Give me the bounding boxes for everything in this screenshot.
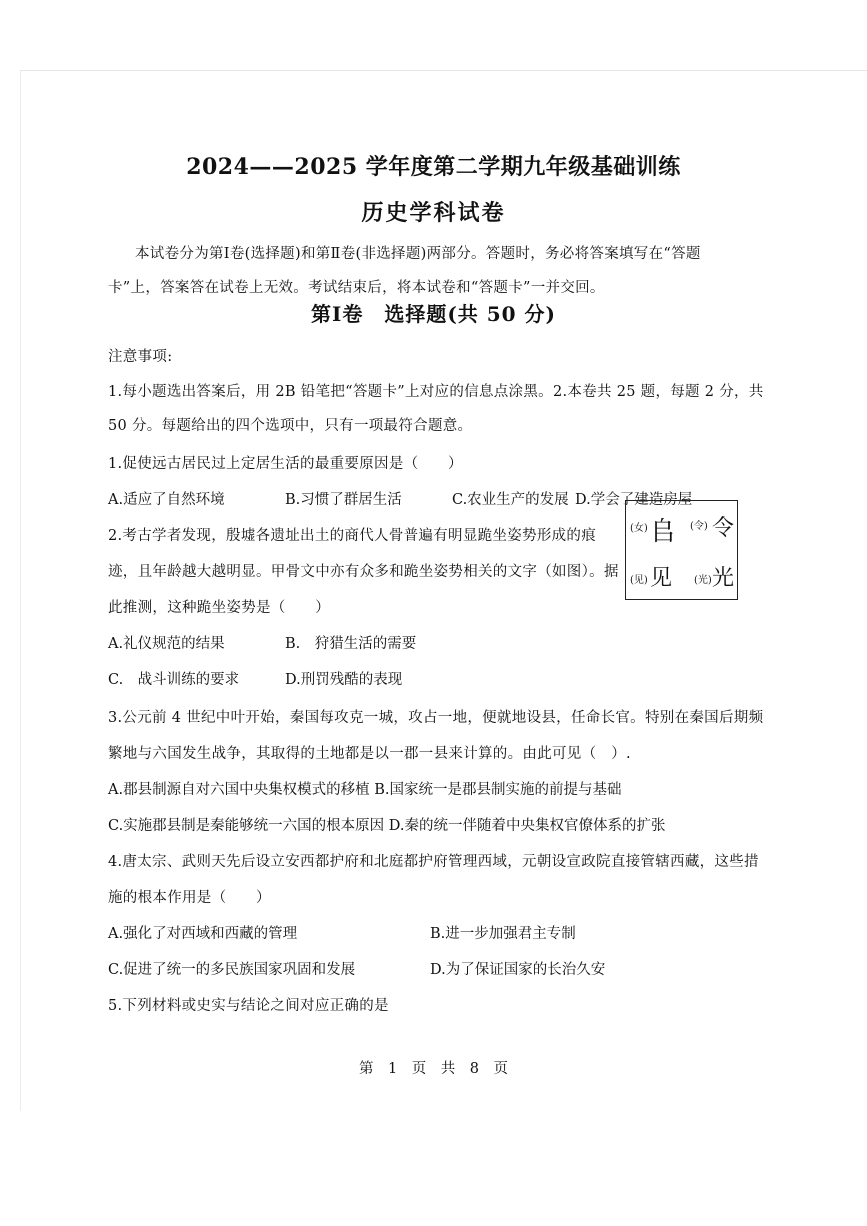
notes-heading: 注意事项:	[108, 349, 173, 365]
question-1-option-a: A.适应了自然环境	[108, 492, 225, 508]
oracle-glyph-4: 光	[712, 566, 735, 591]
question-1-option-d: D.学会了建造房屋	[575, 492, 693, 508]
question-4-option-d: D.为了保证国家的长治久安	[430, 962, 606, 978]
section-title: 第Ⅰ卷 选择题(共 50 分)	[310, 302, 557, 326]
question-4-option-b: B.进一步加强君主专制	[430, 926, 576, 942]
figure-label-jian: (见)	[630, 575, 648, 586]
question-3-stem-2: 繁地与六国发生战争，其取得的土地都是以一郡一县来计算的。由此可见（ ）.	[108, 746, 631, 762]
question-2-option-d: D.刑罚残酷的表现	[285, 672, 403, 688]
question-2-option-a: A.礼仪规范的结果	[108, 636, 225, 652]
question-2-stem-2: 迹，且年龄越大越明显。甲骨文中亦有众多和跪坐姿势相关的文字（如图）。据	[108, 564, 619, 580]
question-5-stem: 5.下列材料或史实与结论之间对应正确的是	[108, 998, 389, 1014]
question-4-stem-2: 施的根本作用是（ ）	[108, 890, 271, 906]
figure-label-guang: (光)	[694, 575, 712, 586]
question-4-stem-1: 4.唐太宗、武则天先后设立安西都护府和北庭都护府管理西域，元朝设宣政院直接管辖西藏，这些措	[108, 854, 759, 870]
question-4-option-c: C.促进了统一的多民族国家巩固和发展	[108, 962, 356, 978]
question-2-option-b: B. 狩猎生活的需要	[285, 636, 417, 652]
figure-label-nv: (女)	[630, 523, 648, 534]
figure-label-ling: (令)	[690, 521, 708, 532]
question-2-stem-1: 2.考古学者发现，殷墟各遗址出土的商代人骨普遍有明显跪坐姿势形成的痕	[108, 528, 597, 544]
question-2-option-c: C. 战斗训练的要求	[108, 672, 240, 688]
exam-title: 2024——2025 学年度第二学期九年级基础训练	[186, 154, 681, 180]
question-3-options-cd: C.实施郡县制是秦能够统一六国的根本原因 D.秦的统一伴随着中央集权官僚体系的扩张	[108, 818, 666, 834]
exam-subject: 历史学科试卷	[361, 200, 506, 226]
question-3-options-ab: A.郡县制源自对六国中央集权模式的移植 B.国家统一是郡县制实施的前提与基础	[108, 782, 622, 798]
question-4-option-a: A.强化了对西域和西藏的管理	[108, 926, 298, 942]
page-footer: 第 1 页 共 8 页	[359, 1061, 508, 1077]
oracle-bone-figure	[625, 500, 738, 600]
question-2-stem-3: 此推测，这种跪坐姿势是（ ）	[108, 600, 330, 616]
oracle-glyph-1: 𠂤	[650, 517, 677, 547]
oracle-glyph-3: 见	[650, 566, 673, 591]
question-1-stem: 1.促使远古居民过上定居生活的最重要原因是（ ）	[108, 456, 463, 472]
question-1-option-c: C.农业生产的发展	[452, 492, 569, 508]
question-1-option-b: B.习惯了群居生活	[285, 492, 402, 508]
notes-line-1: 1.每小题选出答案后，用 2B 铅笔把“答题卡”上对应的信息点涂黑。2.本卷共 25 题，每题 2 分，共	[108, 384, 764, 400]
notes-line-2: 50 分。每题给出的四个选项中，只有一项最符合题意。	[108, 418, 473, 434]
intro-line-1: 本试卷分为第Ⅰ卷(选择题)和第Ⅱ卷(非选择题)两部分。答题时，务必将答案填写在“答题	[135, 246, 701, 262]
intro-line-2: 卡”上，答案答在试卷上无效。考试结束后，将本试卷和“答题卡”一并交回。	[108, 280, 605, 296]
question-3-stem-1: 3.公元前 4 世纪中叶开始，秦国每攻克一城，攻占一地，便就地设县，任命长官。特别在秦国后期频	[108, 710, 764, 726]
oracle-glyph-2: 令	[712, 516, 735, 541]
